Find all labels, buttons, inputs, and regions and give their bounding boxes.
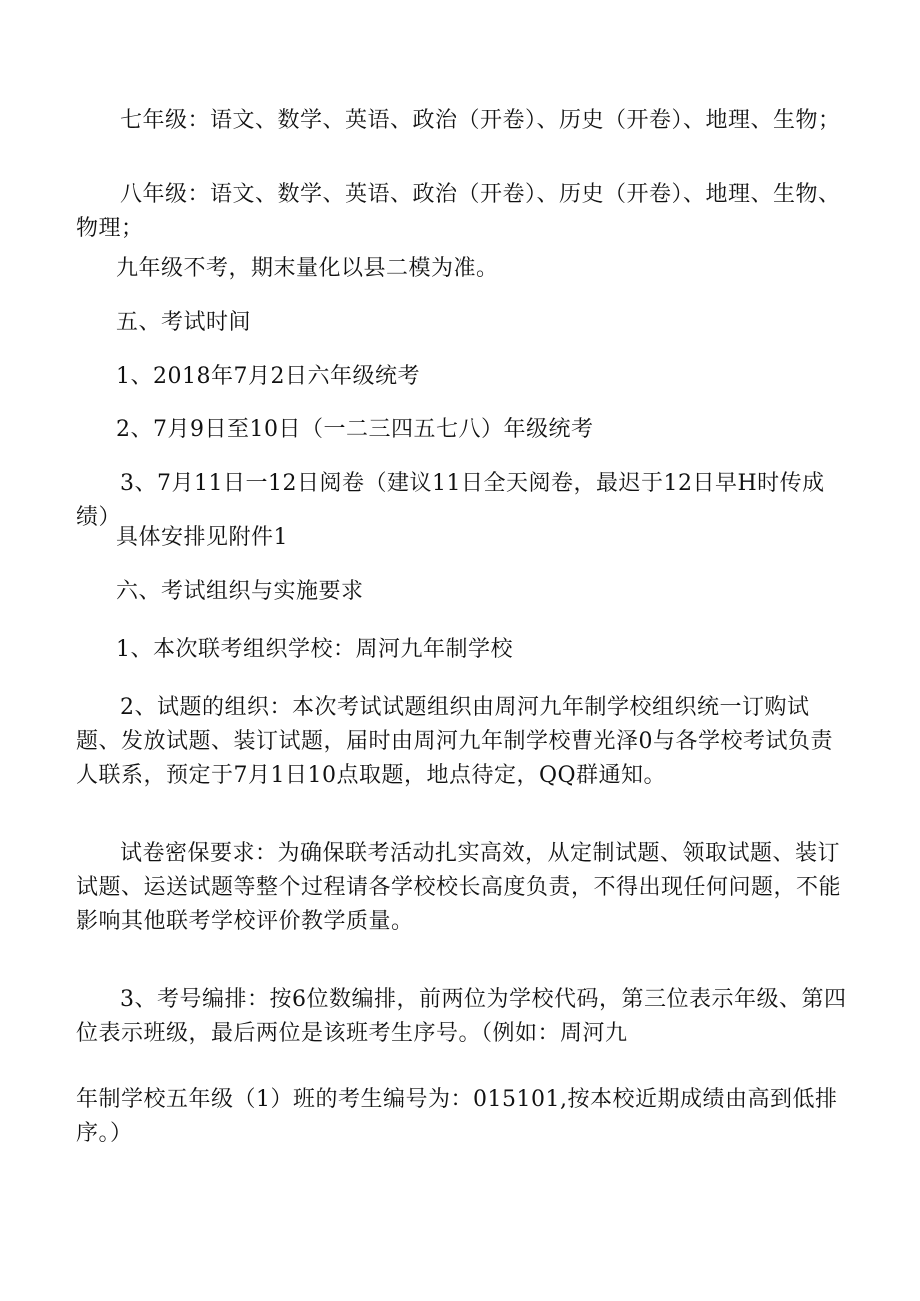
- paragraph-exam-number-rules: 3、考号编排：按6位数编排，前两位为学校代码，第三位表示年级、第四位表示班级，最后两位是该班考生序号。（例如：周河九: [76, 987, 847, 1046]
- section-heading-exam-organization: 六、考试组织与实施要求: [116, 579, 364, 604]
- paragraph-grade7-subjects: 七年级：语文、数学、英语、政治（开卷）、历史（开卷）、地理、生物；: [120, 108, 841, 133]
- paragraph-attachment-note: 具体安排见附件1: [116, 525, 288, 550]
- paragraph-security-requirements: 试卷密保要求：为确保联考活动扎实高效，从定制试题、领取试题、装订试题、运送试题等整个过程请各学校校长高度负责，不得出现任何问题，不能影响其他联考学校评价教学质量。: [76, 841, 842, 934]
- paragraph-organizer-school: 1、本次联考组织学校：周河九年制学校: [116, 637, 513, 662]
- paragraph-exam-time-1: 1、2018年7月2日六年级统考: [116, 364, 420, 389]
- section-heading-exam-time: 五、考试时间: [116, 310, 252, 335]
- paragraph-exam-time-2: 2、7月9日至10日（一二三四五七八）年级统考: [116, 417, 594, 442]
- paragraph-question-organization: 2、试题的组织：本次考试试题组织由周河九年制学校组织统一订购试题、发放试题、装订试题，届时由周河九年制学校曹光泽0与各学校考试负责人联系，预定于7月1日10点取题，地点待定，QQ群通知。: [76, 695, 833, 788]
- paragraph-exam-number-example: 年制学校五年级（1）班的考生编号为：015101,按本校近期成绩由高到低排序。）: [76, 1087, 838, 1146]
- paragraph-grade8-subjects: 八年级：语文、数学、英语、政治（开卷）、历史（开卷）、地理、生物、物理；: [76, 182, 841, 241]
- paragraph-exam-time-3: 3、7月11日一12日阅卷（建议11日全天阅卷，最迟于12日早H时传成绩）: [76, 471, 825, 530]
- paragraph-grade9-note: 九年级不考，期末量化以县二模为准。: [116, 256, 499, 281]
